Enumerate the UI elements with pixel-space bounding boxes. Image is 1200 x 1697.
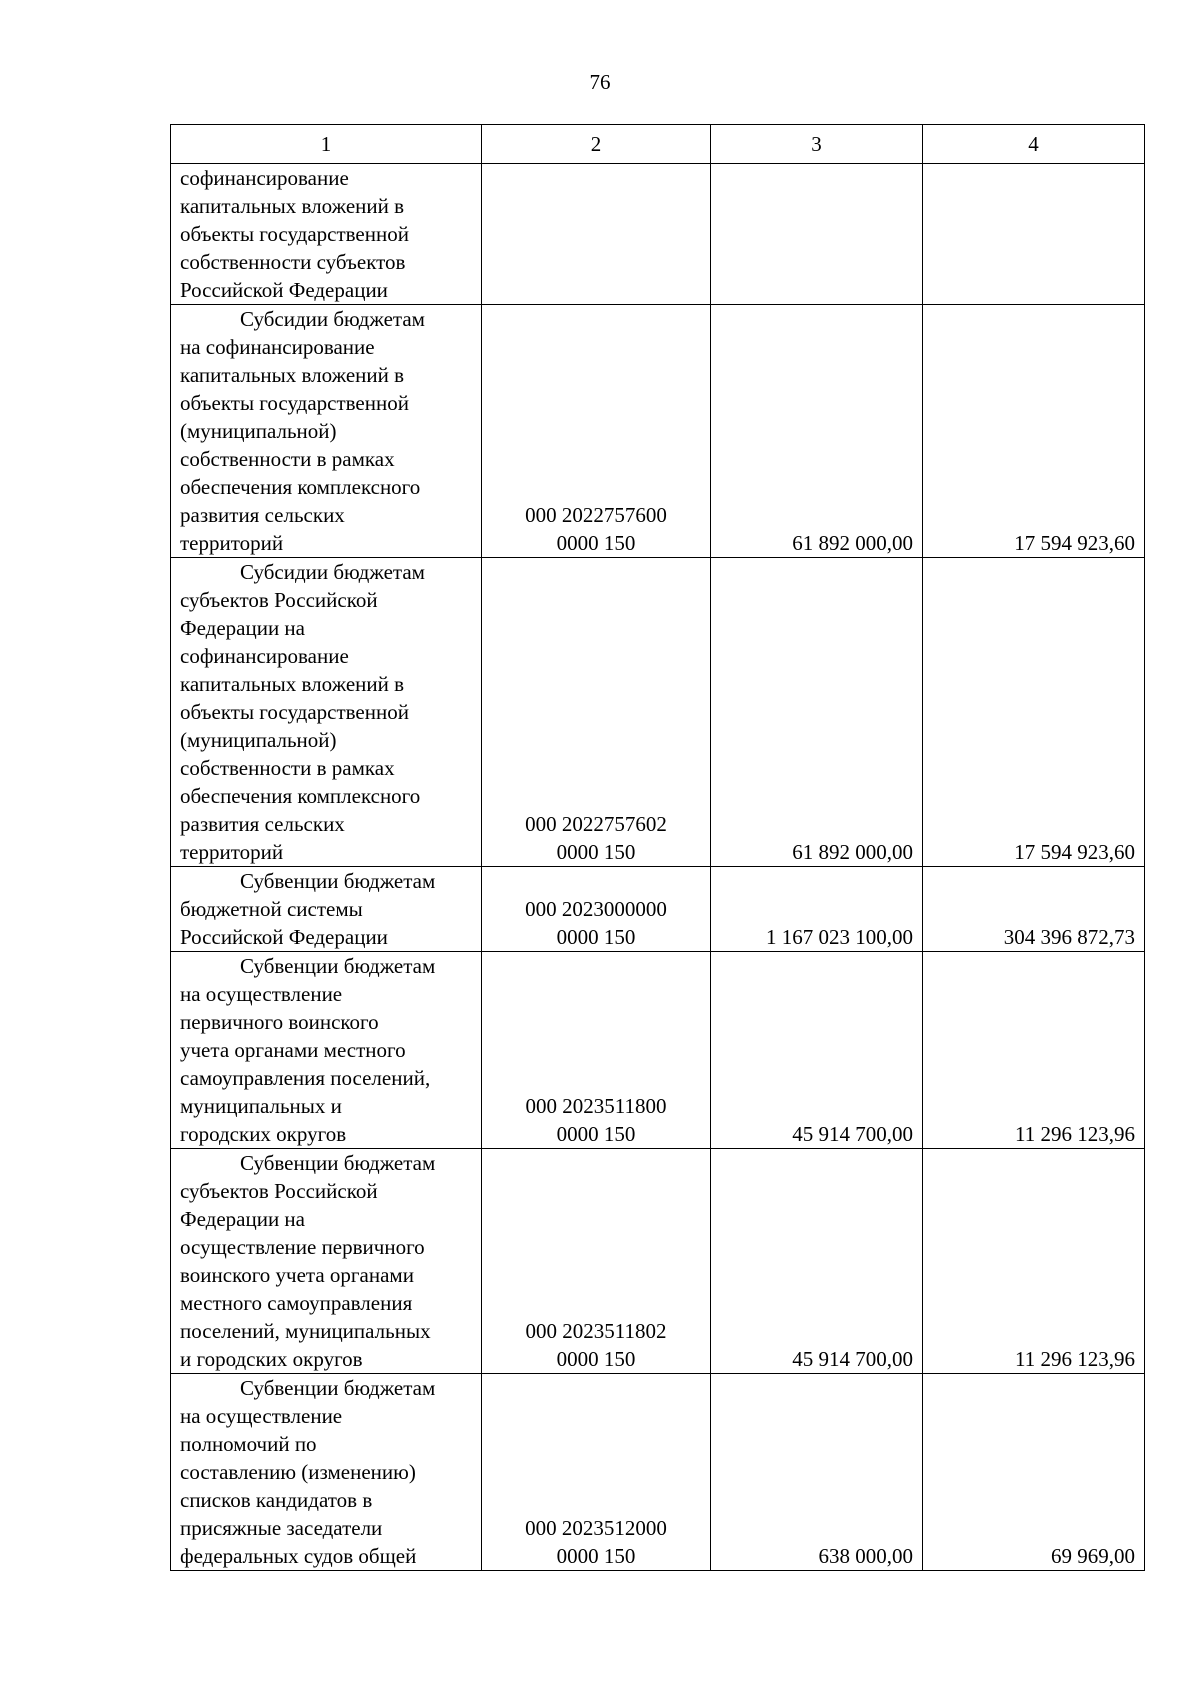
income-name-lead: Субвенции бюджетам (240, 1376, 436, 1400)
income-name-text: бюджетной системы Российской Федерации (180, 897, 388, 949)
column-header-3: 3 (711, 125, 923, 164)
budget-code-cell: 000 2023512000 0000 150 (482, 1374, 711, 1571)
page-number: 76 (589, 70, 611, 94)
income-name-cell (171, 867, 482, 952)
income-name-cell (171, 1149, 482, 1374)
income-name-cell (171, 305, 482, 558)
income-name-text: на софинансирование капитальных вложений в объекты государственной (муниципальной) собственности в рамках обеспечения комплексного развития сельских территорий (180, 335, 421, 555)
income-name-cell (171, 164, 482, 305)
income-name-text: на осуществление первичного воинского учета органами местного самоуправления поселений, муниципальных и городских округов (180, 982, 431, 1146)
income-name-lead: Субсидии бюджетам (240, 560, 425, 584)
plan-amount-cell: 61 892 000,00 (711, 558, 923, 867)
table-row (171, 305, 1145, 558)
table-row (171, 867, 1145, 952)
executed-amount-cell: 304 396 872,73 (923, 867, 1145, 952)
income-name-lead: Субвенции бюджетам (240, 954, 436, 978)
executed-amount-cell (923, 164, 1145, 305)
executed-amount-cell: 69 969,00 (923, 1374, 1145, 1571)
plan-amount-cell: 1 167 023 100,00 (711, 867, 923, 952)
plan-amount-cell (711, 164, 923, 305)
budget-code-cell: 000 2023000000 0000 150 (482, 867, 711, 952)
table-row (171, 1374, 1145, 1571)
table-row (171, 558, 1145, 867)
executed-amount-cell: 11 296 123,96 (923, 1149, 1145, 1374)
plan-amount-cell: 45 914 700,00 (711, 1149, 923, 1374)
executed-amount-cell: 17 594 923,60 (923, 305, 1145, 558)
table-body (171, 164, 1145, 1571)
budget-code-cell (482, 164, 711, 305)
plan-amount-cell: 61 892 000,00 (711, 305, 923, 558)
plan-amount-cell: 638 000,00 (711, 1374, 923, 1571)
plan-amount-cell: 45 914 700,00 (711, 952, 923, 1149)
income-name-cell (171, 1374, 482, 1571)
table-row (171, 164, 1145, 305)
table-row (171, 952, 1145, 1149)
income-name-text: софинансирование капитальных вложений в объекты государственной собственности субъектов Российской Федерации (180, 166, 409, 302)
income-name-lead: Субсидии бюджетам (240, 307, 425, 331)
income-name-cell (171, 558, 482, 867)
income-name-text: субъектов Российской Федерации на софинансирование капитальных вложений в объекты государственной (муниципальной) собственности в рамках обеспечения комплексного развития сельских территорий (180, 588, 421, 864)
executed-amount-cell: 17 594 923,60 (923, 558, 1145, 867)
table-row (171, 1149, 1145, 1374)
income-name-text: на осуществление полномочий по составлению (изменению) списков кандидатов в присяжные заседатели федеральных судов общей (180, 1404, 417, 1568)
column-header-4: 4 (923, 125, 1145, 164)
column-header-2: 2 (482, 125, 711, 164)
income-name-text: субъектов Российской Федерации на осуществление первичного воинского учета органами местного самоуправления поселений, муниципальных и городских округов (180, 1179, 431, 1371)
income-name-lead: Субвенции бюджетам (240, 1151, 436, 1175)
budget-code-cell: 000 2022757600 0000 150 (482, 305, 711, 558)
header-row (171, 125, 1145, 164)
column-header-1: 1 (171, 125, 482, 164)
budget-code-cell: 000 2022757602 0000 150 (482, 558, 711, 867)
income-name-cell (171, 952, 482, 1149)
budget-code-cell: 000 2023511802 0000 150 (482, 1149, 711, 1374)
budget-code-cell: 000 2023511800 0000 150 (482, 952, 711, 1149)
budget-table (170, 124, 1145, 1571)
table-header (171, 125, 1145, 164)
executed-amount-cell: 11 296 123,96 (923, 952, 1145, 1149)
income-name-lead: Субвенции бюджетам (240, 869, 436, 893)
